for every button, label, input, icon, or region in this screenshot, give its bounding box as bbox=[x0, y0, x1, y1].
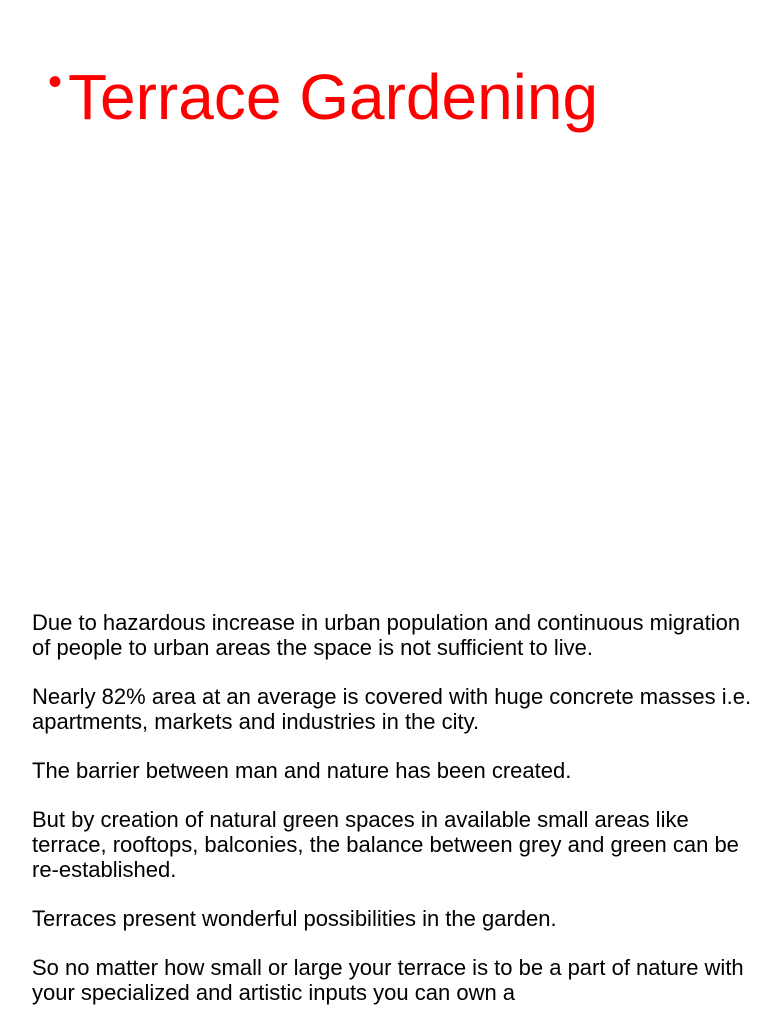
paragraph-concrete-masses: Nearly 82% area at an average is covered with huge concrete masses i.e. apartments, markets and industries in the city. bbox=[32, 684, 752, 734]
slide-title-row bbox=[48, 58, 598, 136]
paragraph-urban-population: Due to hazardous increase in urban population and continuous migration of people to urban areas the space is not sufficient to live. bbox=[32, 610, 741, 660]
paragraph-artistic-inputs: So no matter how small or large your terrace is to be a part of nature with your specialized and artistic inputs you can own a bbox=[32, 955, 744, 1005]
paragraph-possibilities: Terraces present wonderful possibilities in the garden. bbox=[32, 906, 557, 931]
bullet-icon: • bbox=[48, 60, 63, 104]
paragraph-green-spaces: But by creation of natural green spaces in available small areas like terrace, rooftops, balconies, the balance between grey and green can be re-established. bbox=[32, 807, 739, 882]
paragraph-barrier: The barrier between man and nature has been created. bbox=[32, 758, 572, 783]
slide-body bbox=[32, 610, 752, 1029]
slide-title: Terrace Gardening bbox=[68, 61, 599, 133]
